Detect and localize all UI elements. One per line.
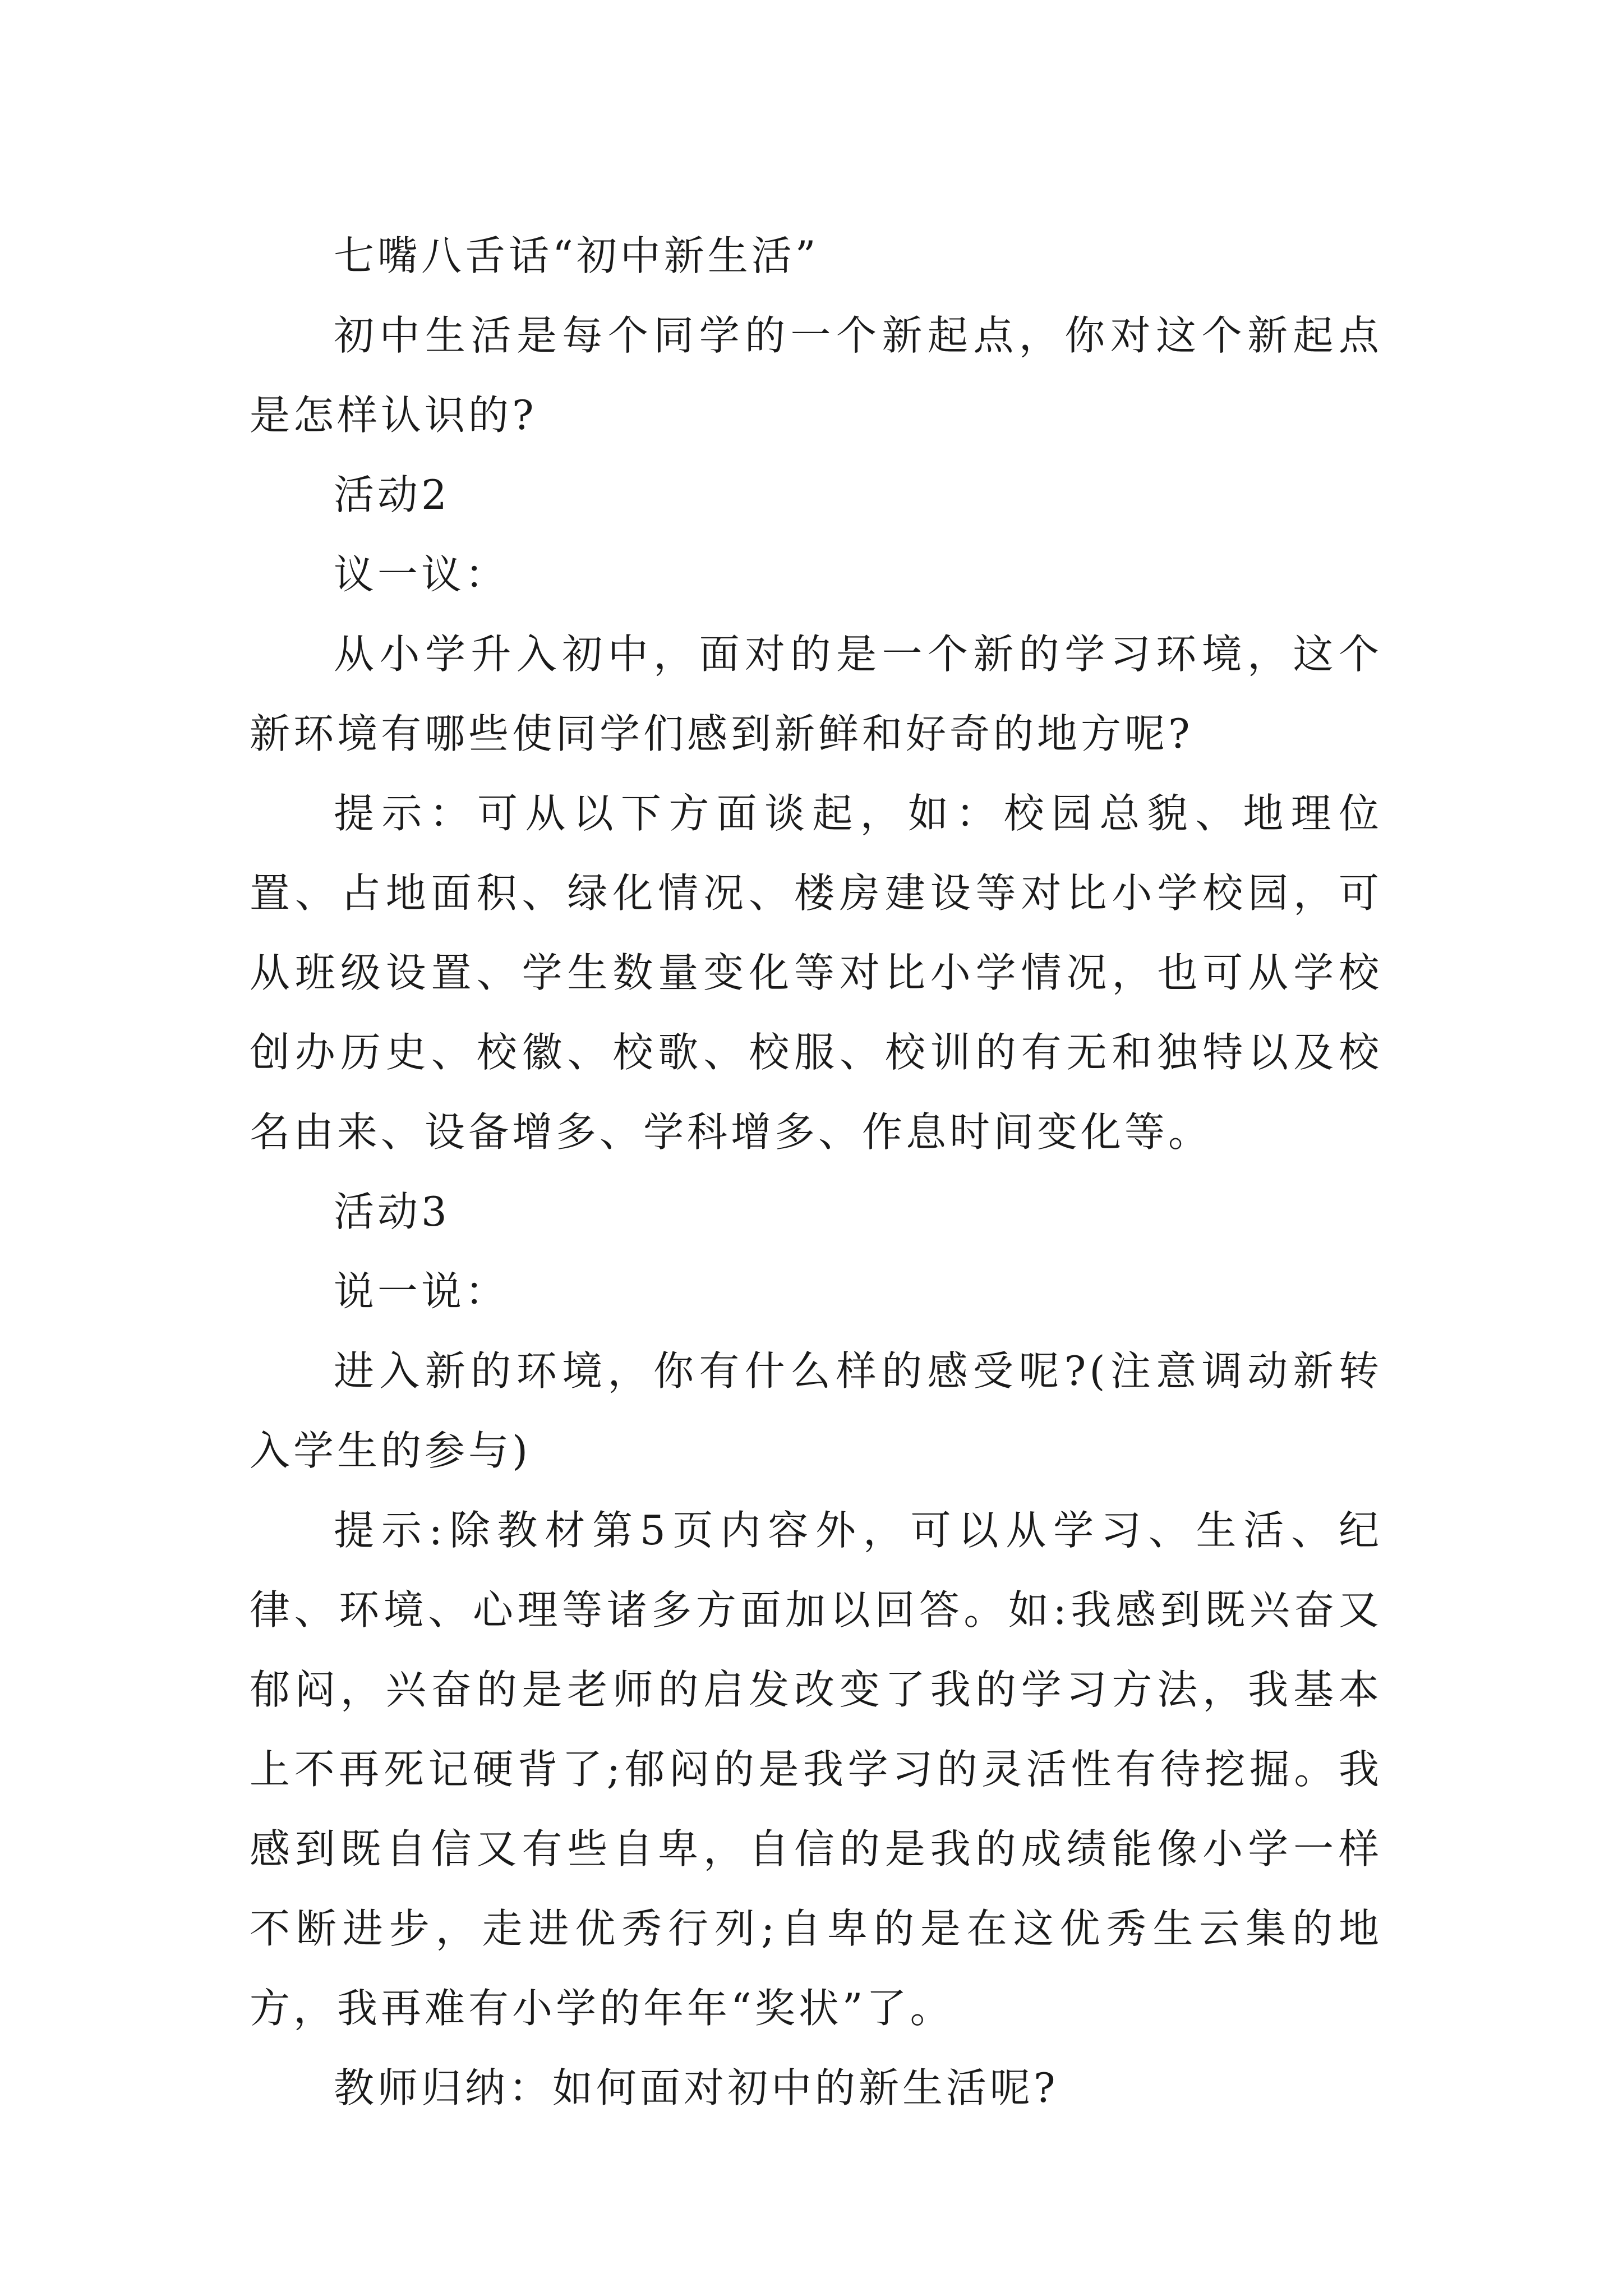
activity-subheading: 议一议： xyxy=(334,551,509,598)
hint-paragraph: 提示：可从以下方面谈起，如：校园总貌、地理位置、占地面积、绿化情况、楼房建设等对比小学校园，可从班级设置、学生数量变化等对比小学情况，也可从学校创办历史、校徽、校歌、校服、校训的有无和独特以及校名由来、设备增多、学科增多、作息时间变化等。 xyxy=(250,790,1382,1156)
activity-heading: 活动2 xyxy=(334,471,450,518)
section-title: 七嘴八舌话“初中新生活” xyxy=(334,232,819,279)
hint-paragraph: 提示:除教材第5页内容外，可以从学习、生活、纪律、环境、心理等诸多方面加以回答。如:我感到既兴奋又郁闷，兴奋的是老师的启发改变了我的学习方法，我基本上不再死记硬背了;郁闷的是我学习的灵活性有待挖掘。我感到既自信又有些自卑，自信的是我的成绩能像小学一样不断进步，走进优秀行列;自卑的是在这优秀生云集的地方，我再难有小学的年年“奖状”了。 xyxy=(250,1507,1382,2032)
activity-subheading: 说一说： xyxy=(334,1268,509,1315)
body-paragraph: 进入新的环境，你有什么样的感受呢?(注意调动新转入学生的参与) xyxy=(250,1347,1382,1474)
teacher-summary: 教师归纳：如何面对初中的新生活呢? xyxy=(334,2064,1059,2111)
question-paragraph: 初中生活是每个同学的一个新起点，你对这个新起点是怎样认识的? xyxy=(250,312,1382,439)
document-body xyxy=(250,216,1382,2128)
body-paragraph: 从小学升入初中，面对的是一个新的学习环境，这个新环境有哪些使同学们感到新鲜和好奇的地方呢? xyxy=(250,631,1382,757)
activity-heading: 活动3 xyxy=(334,1188,450,1235)
